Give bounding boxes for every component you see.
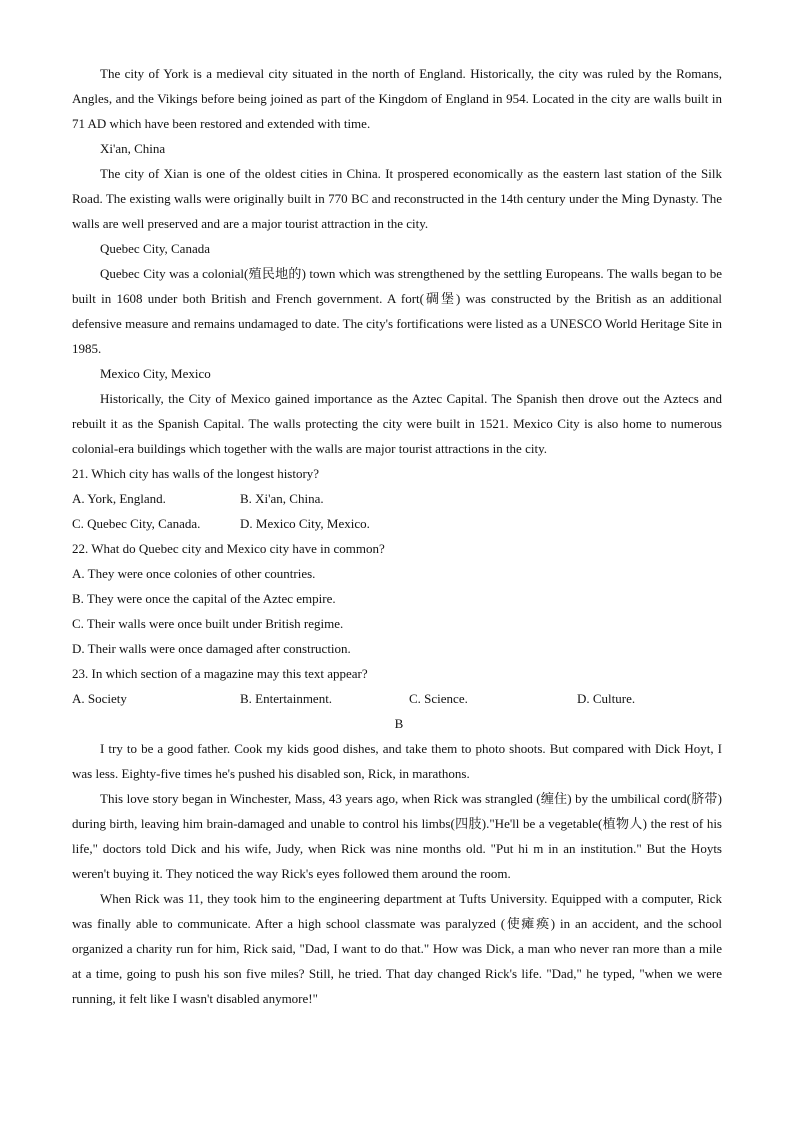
q23-option-b: B. Entertainment.	[240, 691, 333, 706]
mexico-paragraph: Historically, the City of Mexico gained importance as the Aztec Capital. The Spanish then drove out the Aztecs and rebuilt it as the Spanish Capital. The walls protecting the city were built in 1521. Mexico City is also home to numerous colonial-era buildings which together with the walls are major tourist attractions in the city.	[72, 391, 722, 456]
q22-option-b: B. They were once the capital of the Aztec empire.	[72, 591, 336, 606]
xian-paragraph: The city of Xian is one of the oldest cities in China. It prospered economically as the eastern last station of the Silk Road. The existing walls were originally built in 770 BC and reconstructed in the 14th century under the Ming Dynasty. The walls are well preserved and are a major tourist attraction in the city.	[72, 166, 722, 231]
xian-heading: Xi'an, China	[100, 141, 166, 156]
york-paragraph: The city of York is a medieval city situated in the north of England. Historically, the city was ruled by the Romans, Angles, and the Vikings before being joined as part of the Kingdom of England in 954. Located in the city are walls built in 71 AD which have been restored and extended with time.	[72, 66, 722, 131]
q21-option-d: D. Mexico City, Mexico.	[240, 516, 370, 531]
passage-b-paragraph-1: I try to be a good father. Cook my kids good dishes, and take them to photo shoots. But compared with Dick Hoyt, I was less. Eighty-five times he's pushed his disabled son, Rick, in marathons.	[72, 741, 722, 781]
document-page	[72, 61, 722, 1011]
question-23-options-row	[72, 686, 722, 711]
quebec-paragraph: Quebec City was a colonial(殖民地的) town which was strengthened by the settling Europeans. The walls began to be built in 1608 under both British and French government. A fort(碉堡) was constructed by the British as an additional defensive measure and remains undamaged to date. The city's fortifications were listed as a UNESCO World Heritage Site in 1985.	[72, 266, 722, 356]
q22-option-d: D. Their walls were once damaged after construction.	[72, 641, 351, 656]
q22-option-a: A. They were once colonies of other countries.	[72, 566, 316, 581]
quebec-heading: Quebec City, Canada	[100, 241, 210, 256]
question-21-options-row-2	[72, 511, 722, 536]
q23-option-d: D. Culture.	[577, 691, 636, 706]
question-21-options-row-1	[72, 486, 722, 511]
passage-b-paragraph-3: When Rick was 11, they took him to the engineering department at Tufts University. Equipped with a computer, Rick was finally able to communicate. After a high school classmate was paralyzed (使瘫痪) in an accident, and the school organized a charity run for him, Rick said, "Dad, I want to do that." How was Dick, a man who never ran more than a mile at a time, going to push his son five miles? Still, he tried. That day changed Rick's life. "Dad," he typed, "when we were running, it felt like I wasn't disabled anymore!"	[72, 891, 722, 1006]
mexico-heading: Mexico City, Mexico	[100, 366, 211, 381]
q22-option-c: C. Their walls were once built under British regime.	[72, 616, 344, 631]
q21-option-b: B. Xi'an, China.	[240, 491, 324, 506]
question-22-stem: 22. What do Quebec city and Mexico city have in common?	[72, 541, 385, 556]
q21-option-c: C. Quebec City, Canada.	[72, 516, 201, 531]
q23-option-c: C. Science.	[409, 691, 468, 706]
q23-option-a: A. Society	[72, 691, 127, 706]
q21-option-a: A. York, England.	[72, 491, 166, 506]
section-b-heading: B	[394, 716, 404, 731]
passage-b-paragraph-2: This love story began in Winchester, Mass, 43 years ago, when Rick was strangled (缠住) by the umbilical cord(脐带) during birth, leaving him brain-damaged and unable to control his limbs(四肢)."He'll be a vegetable(植物人) the rest of his life," doctors told Dick and his wife, Judy, when Rick was nine months old. "Put hi m in an institution." But the Hoyts weren't buying it. They noticed the way Rick's eyes followed them around the room.	[72, 791, 722, 881]
question-21-stem: 21. Which city has walls of the longest history?	[72, 466, 320, 481]
question-23-stem: 23. In which section of a magazine may this text appear?	[72, 666, 368, 681]
